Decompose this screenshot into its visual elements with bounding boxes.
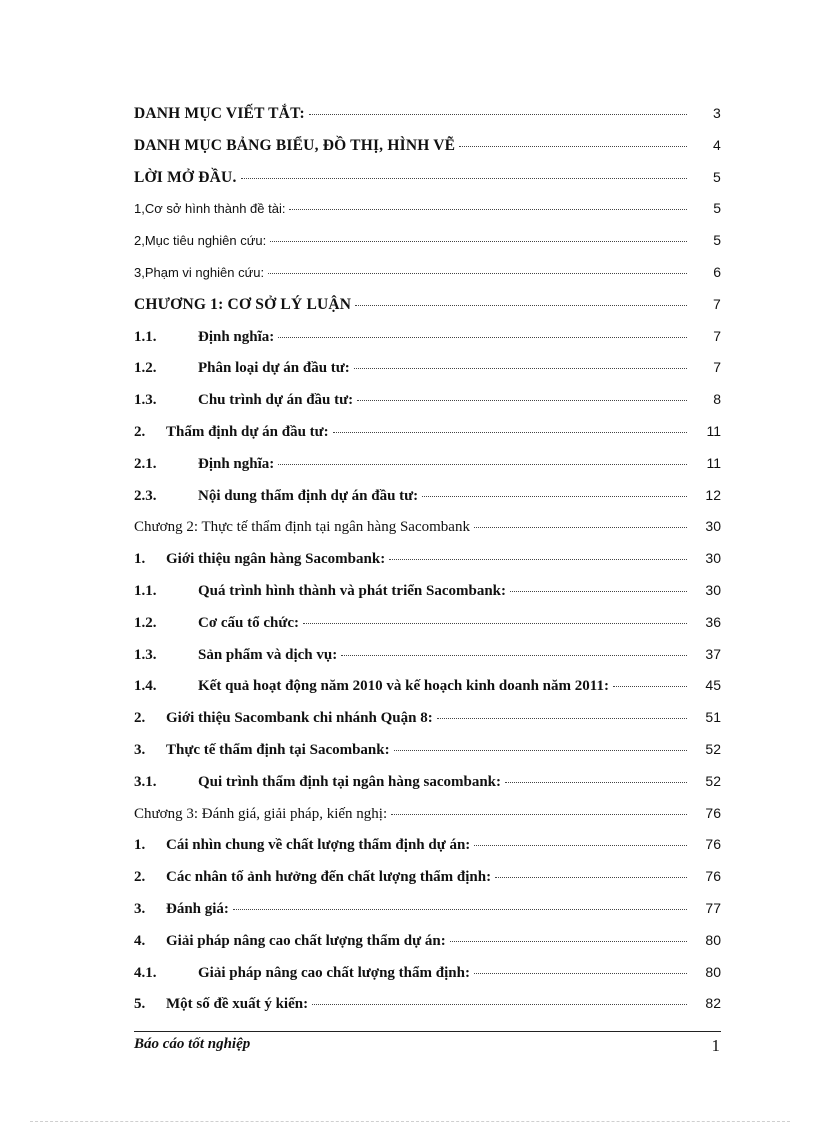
toc-entry-label: Nội dung thẩm định dự án đầu tư: [198, 487, 419, 504]
toc-dot-leader [233, 908, 687, 910]
toc-entry[interactable] [134, 165, 721, 197]
toc-entry-number: 2. [134, 710, 146, 727]
toc-entry-label: Quá trình hình thành và phát triển Sacombank: [198, 582, 506, 599]
toc-dot-leader [391, 813, 687, 815]
toc-entry-label: Cơ cấu tổ chức: [198, 614, 300, 631]
toc-dot-leader [278, 463, 687, 465]
toc-entry[interactable] [134, 483, 721, 515]
toc-entry-page: 7 [713, 295, 721, 312]
toc-entry[interactable] [134, 101, 721, 133]
toc-entry-label: Chương 3: Đánh giá, giải pháp, kiến nghị: [134, 805, 388, 822]
toc-dot-leader [341, 654, 687, 656]
page-bottom-border [30, 1121, 790, 1122]
toc-entry-number: 3. [134, 741, 146, 758]
toc-entry-number: 1. [134, 551, 146, 568]
toc-entry-page: 6 [713, 263, 721, 280]
toc-entry-page: 82 [705, 995, 721, 1012]
toc-dot-leader [355, 304, 687, 306]
toc-entry[interactable] [134, 451, 721, 483]
toc-entry[interactable] [134, 260, 721, 292]
toc-entry-number: 1.1. [134, 328, 157, 345]
toc-entry-page: 4 [713, 136, 721, 153]
toc-entry-page: 5 [713, 168, 721, 185]
toc-entry[interactable] [134, 324, 721, 356]
toc-entry[interactable] [134, 196, 721, 228]
toc-dot-leader [450, 940, 687, 942]
toc-entry-number: 2. [134, 423, 146, 440]
toc-entry[interactable] [134, 801, 721, 833]
toc-entry-number: 2.1. [134, 455, 157, 472]
footer-page-number: 1 [711, 1036, 720, 1055]
toc-entry-number: 1.1. [134, 582, 157, 599]
toc-entry-label: 2,Mục tiêu nghiên cứu: [134, 233, 267, 249]
toc-entry-label: Thực tế thẩm định tại Sacombank: [166, 741, 390, 758]
toc-dot-leader [278, 336, 687, 338]
toc-entry[interactable] [134, 864, 721, 896]
toc-entry-page: 80 [705, 931, 721, 948]
toc-entry-page: 3 [713, 105, 721, 121]
toc-entry[interactable] [134, 228, 721, 260]
toc-dot-leader [289, 208, 687, 210]
toc-entry-number: 5. [134, 996, 146, 1013]
toc-entry[interactable] [134, 896, 721, 928]
toc-entry[interactable] [134, 928, 721, 960]
toc-entry-page: 37 [705, 645, 721, 662]
toc-dot-leader [357, 399, 687, 401]
toc-entry-label: Phân loại dự án đầu tư: [198, 360, 350, 377]
toc-dot-leader [354, 367, 687, 369]
toc-entry-label: LỜI MỞ ĐẦU. [134, 168, 237, 186]
toc-entry-page: 52 [705, 740, 721, 757]
toc-entry-page: 77 [705, 899, 721, 916]
toc-entry-label: Giới thiệu ngân hàng Sacombank: [166, 551, 386, 568]
toc-entry-label: Kết quả hoạt động năm 2010 và kế hoạch kinh doanh năm 2011: [198, 678, 609, 695]
toc-entry-label: Chương 2: Thực tế thẩm định tại ngân hàng Sacombank [134, 519, 470, 536]
toc-entry-page: 12 [705, 486, 721, 503]
toc-entry-label: Giải pháp nâng cao chất lượng thẩm định: [198, 964, 470, 981]
toc-entry-label: Các nhân tố ảnh hưởng đến chất lượng thẩm định: [166, 869, 492, 886]
toc-dot-leader [613, 685, 687, 687]
toc-entry-number: 1.4. [134, 678, 157, 695]
toc-entry-page: 5 [713, 200, 721, 217]
toc-entry-page: 36 [705, 613, 721, 630]
toc-entry-label: 1,Cơ sở hình thành đề tài: [134, 201, 286, 217]
toc-entry-number: 2. [134, 869, 146, 886]
toc-dot-leader [505, 781, 687, 783]
footer-title: Báo cáo tốt nghiệp [134, 1036, 251, 1052]
toc-entry-page: 76 [705, 804, 721, 821]
toc-entry[interactable] [134, 355, 721, 387]
toc-entry-page: 80 [705, 963, 721, 980]
toc-entry-label: Sản phẩm và dịch vụ: [198, 646, 338, 663]
toc-entry-page: 45 [705, 677, 721, 694]
toc-entry-label: Cái nhìn chung về chất lượng thẩm định dự án: [166, 837, 471, 854]
toc-entry[interactable] [134, 960, 721, 992]
toc-dot-leader [495, 876, 687, 878]
toc-entry-page: 76 [705, 868, 721, 885]
toc-entry[interactable] [134, 133, 721, 165]
toc-entry[interactable] [134, 673, 721, 705]
toc-entry[interactable] [134, 705, 721, 737]
toc-entry-label: 3,Phạm vi nghiên cứu: [134, 264, 265, 280]
toc-entry-page: 76 [705, 836, 721, 853]
toc-dot-leader [303, 622, 687, 624]
toc-entry-label: Một số đề xuất ý kiến: [166, 996, 309, 1013]
toc-dot-leader [437, 717, 687, 719]
toc-entry-page: 52 [705, 772, 721, 789]
toc-dot-leader [309, 113, 687, 115]
toc-dot-leader [270, 240, 687, 242]
toc-entry-label: Định nghĩa: [198, 328, 275, 345]
toc-entry-page: 8 [713, 391, 721, 408]
table-of-contents [134, 101, 721, 1023]
toc-entry[interactable] [134, 419, 721, 451]
toc-entry[interactable] [134, 610, 721, 642]
toc-entry-page: 30 [705, 518, 721, 535]
toc-entry-page: 11 [706, 422, 721, 439]
toc-entry[interactable] [134, 769, 721, 801]
toc-entry[interactable] [134, 578, 721, 610]
toc-entry-page: 11 [706, 454, 721, 471]
toc-entry[interactable] [134, 737, 721, 769]
toc-entry[interactable] [134, 991, 721, 1023]
toc-dot-leader [422, 495, 687, 497]
toc-entry-label: DANH MỤC VIẾT TẮT: [134, 105, 305, 122]
toc-entry-page: 51 [705, 709, 721, 726]
toc-entry-page: 7 [713, 359, 721, 376]
toc-entry[interactable] [134, 546, 721, 578]
toc-entry-label: CHƯƠNG 1: CƠ SỞ LÝ LUẬN [134, 295, 352, 313]
toc-entry-number: 3.1. [134, 773, 157, 790]
toc-dot-leader [389, 558, 687, 560]
toc-entry[interactable] [134, 387, 721, 419]
toc-entry-number: 4.1. [134, 964, 157, 981]
toc-entry-page: 30 [705, 550, 721, 567]
toc-dot-leader [510, 590, 687, 592]
footer-divider [134, 1031, 721, 1032]
toc-dot-leader [333, 431, 687, 433]
toc-entry-label: Đánh giá: [166, 900, 229, 917]
toc-dot-leader [474, 972, 687, 974]
toc-entry-label: Giới thiệu Sacombank chi nhánh Quận 8: [166, 710, 433, 727]
toc-entry-number: 1.3. [134, 392, 157, 409]
toc-entry-page: 30 [705, 581, 721, 598]
toc-dot-leader [312, 1003, 687, 1005]
toc-dot-leader [474, 526, 687, 528]
toc-entry-label: Giải pháp nâng cao chất lượng thẩm dự án: [166, 932, 446, 949]
toc-entry-label: Qui trình thẩm định tại ngân hàng sacombank: [198, 773, 502, 790]
toc-entry[interactable] [134, 292, 721, 324]
toc-entry-number: 2.3. [134, 487, 157, 504]
toc-entry-page: 7 [713, 327, 721, 344]
toc-entry-number: 1.2. [134, 614, 157, 631]
toc-dot-leader [474, 844, 687, 846]
toc-entry-page: 5 [713, 232, 721, 249]
toc-entry-label: Chu trình dự án đầu tư: [198, 392, 354, 409]
toc-dot-leader [394, 749, 687, 751]
toc-entry-number: 1. [134, 837, 146, 854]
toc-entry-label: Định nghĩa: [198, 455, 275, 472]
toc-entry[interactable] [134, 642, 721, 674]
toc-entry-label: DANH MỤC BẢNG BIỂU, ĐỒ THỊ, HÌNH VẼ [134, 136, 456, 154]
toc-entry-number: 1.3. [134, 646, 157, 663]
toc-dot-leader [241, 177, 687, 179]
toc-entry[interactable] [134, 514, 721, 546]
toc-entry-number: 3. [134, 900, 146, 917]
toc-entry-number: 4. [134, 932, 146, 949]
toc-entry-label: Thẩm định dự án đầu tư: [166, 423, 329, 440]
toc-dot-leader [459, 145, 687, 147]
toc-dot-leader [268, 272, 687, 274]
toc-entry[interactable] [134, 832, 721, 864]
toc-entry-number: 1.2. [134, 360, 157, 377]
